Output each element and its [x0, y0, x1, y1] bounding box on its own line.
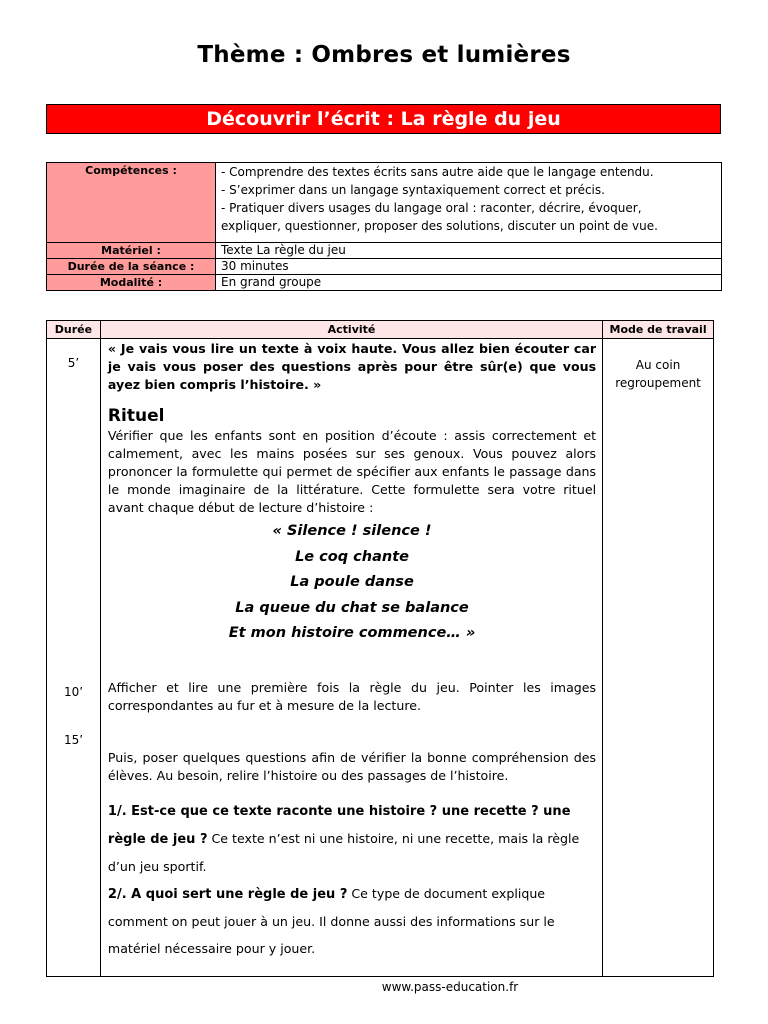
afficher-text: Afficher et lire une première fois la règle du jeu. Pointer les images correspondantes au fur et à mesure de la lecture.	[107, 679, 597, 713]
intro-quote: « Je vais vous lire un texte à voix haute. Vous allez bien écouter car je vais vous poser des questions après pour être sûr(e) que vous ayez bien compris l’histoire. »	[107, 341, 597, 392]
poem-line: La poule danse	[290, 574, 414, 590]
duration-value: 5’	[67, 356, 80, 370]
answer-1-text: Ce texte n’est ni une histoire, ni une recette, mais la règle d’un jeu sportif.	[107, 830, 580, 874]
mode-column	[603, 339, 714, 977]
mode-value: regroupement	[615, 376, 701, 390]
competences-label: Compétences :	[47, 163, 216, 243]
poem-line: Et mon histoire commence… »	[228, 625, 476, 641]
rituel-text: Vérifier que les enfants sont en position d’écoute : assis correctement et calmement, avec les mains posées sur ses genoux. Vous pouvez alors prononcer la formulette qui permet de spécifier aux enfants le passage dans le monde imaginaire de la littérature. Cette formulette sera votre rituel avant chaque début de lecture d’histoire :	[107, 428, 597, 515]
page-title: Thème : Ombres et lumières	[197, 42, 571, 68]
competence-item: - Comprendre des textes écrits sans autre aide que le langage entendu.	[221, 165, 654, 179]
rituel-heading: Rituel	[107, 406, 165, 426]
mode-value: Au coin	[635, 358, 681, 372]
competences-list	[216, 163, 722, 243]
activity-table	[46, 320, 714, 977]
poem-line: La queue du chat se balance	[235, 599, 469, 616]
answer-2-text: Ce type de document explique comment on peut jouer à un jeu. Il donne aussi des informations sur le matériel nécessaire pour y jouer.	[107, 885, 555, 956]
question-2-text: 2/. A quoi sert une règle de jeu ?	[107, 886, 348, 902]
competence-item: expliquer, questionner, proposer des solutions, discuter un point de vue.	[221, 219, 658, 233]
info-table	[46, 162, 722, 291]
competence-item: - S’exprimer dans un langage syntaxiquement correct et précis.	[221, 183, 605, 197]
header-duree: Durée	[47, 321, 101, 339]
lesson-banner: Découvrir l’écrit : La règle du jeu	[46, 104, 721, 134]
modalite-label: Modalité :	[47, 275, 216, 291]
header-mode: Mode de travail	[603, 321, 714, 339]
poem-line: « Silence ! silence !	[272, 523, 432, 539]
duree-label: Durée de la séance :	[47, 259, 216, 275]
question-1	[108, 797, 596, 880]
footer-url: www.pass-education.fr	[381, 980, 519, 994]
duration-value: 10’	[63, 685, 84, 699]
puis-text: Puis, poser quelques questions afin de vérifier la bonne compréhension des élèves. Au besoin, relire l’histoire ou des passages de l’histoire.	[107, 749, 597, 783]
poem-line: Le coq chante	[295, 548, 409, 565]
rituel-poem	[108, 519, 596, 647]
duration-column	[47, 339, 101, 977]
competence-item: - Pratiquer divers usages du langage oral : raconter, décrire, évoquer,	[221, 201, 642, 215]
header-activite: Activité	[100, 321, 602, 339]
duration-value: 15’	[63, 733, 84, 747]
activity-content	[100, 339, 602, 977]
question-1-text: 1/. Est-ce que ce texte raconte une histoire ? une recette ? une règle de jeu ?	[107, 803, 571, 847]
question-2	[108, 880, 596, 962]
modalite-value: En grand groupe	[216, 275, 722, 291]
materiel-value: Texte La règle du jeu	[216, 243, 722, 259]
materiel-label: Matériel :	[47, 243, 216, 259]
duree-value: 30 minutes	[216, 259, 722, 275]
